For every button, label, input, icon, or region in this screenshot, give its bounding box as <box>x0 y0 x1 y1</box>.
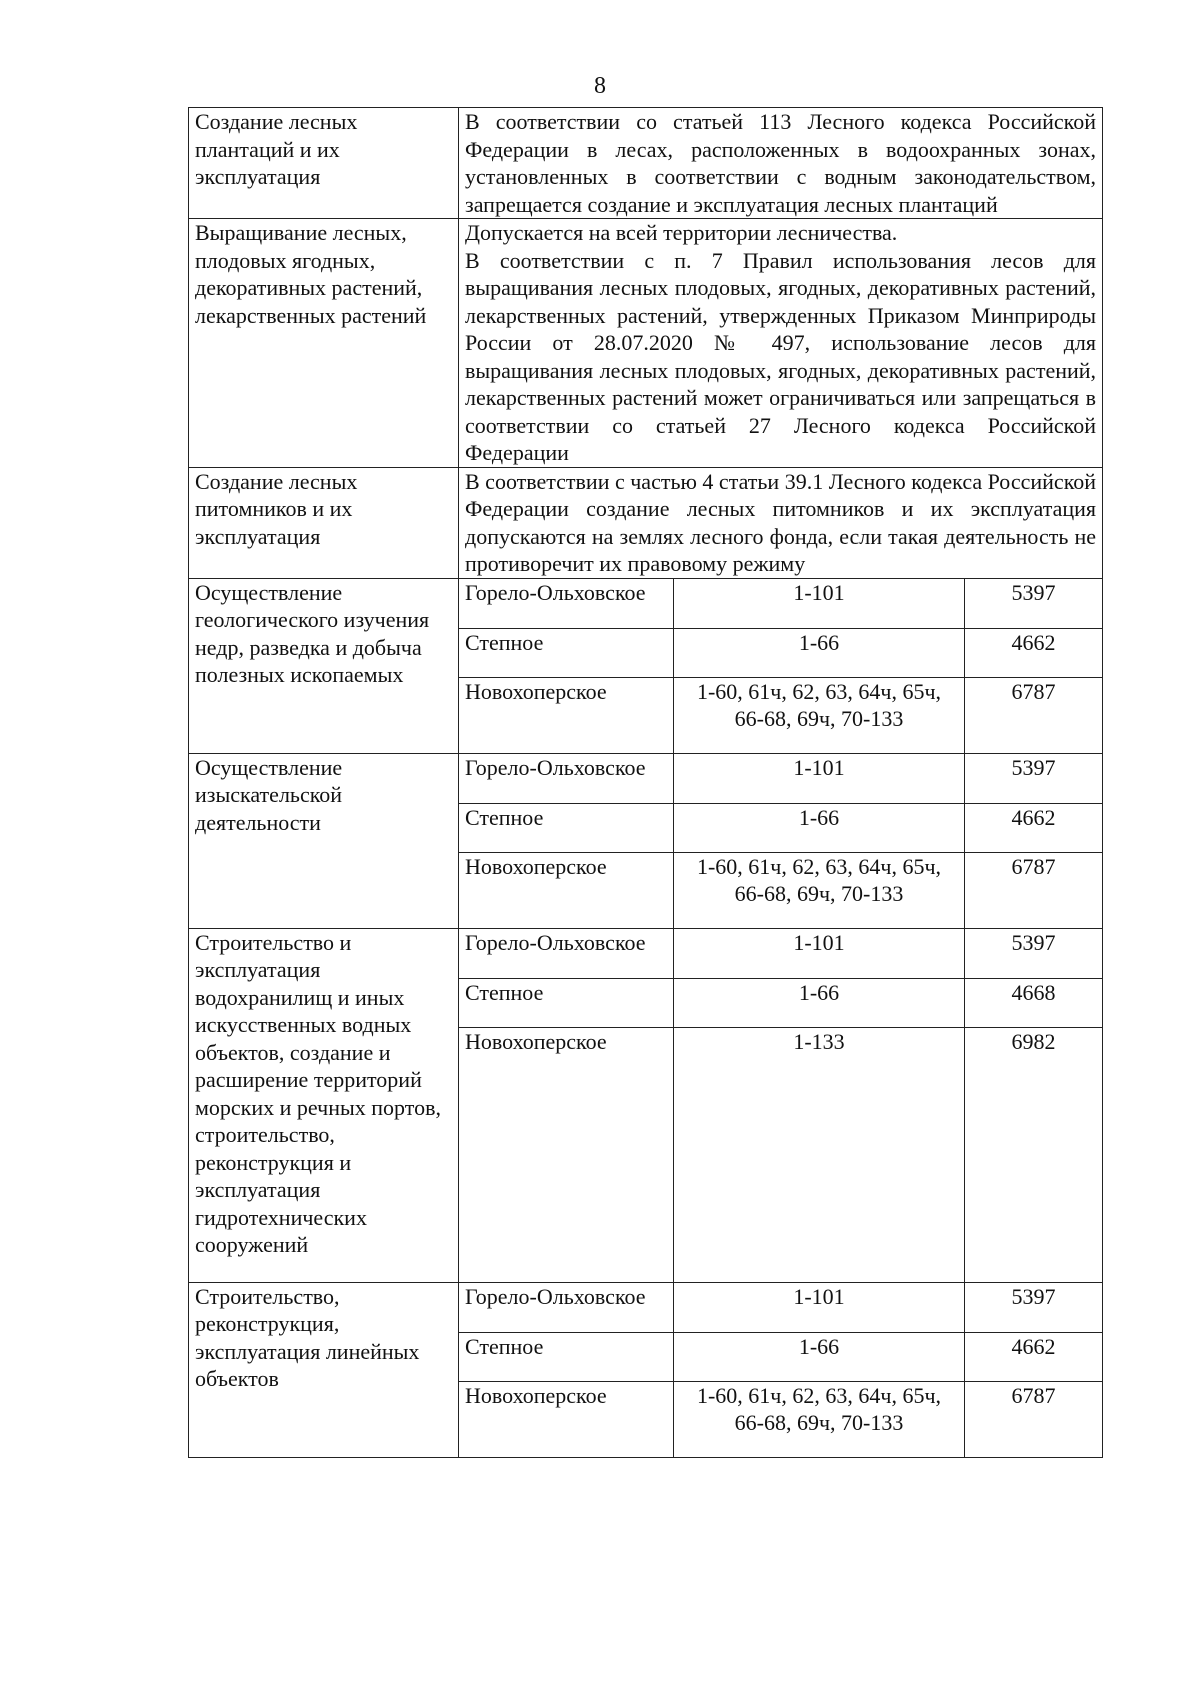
quarters-cell: 1-133 <box>674 1027 965 1282</box>
quarters-cell: 1-101 <box>674 753 965 803</box>
quarters-cell: 1-66 <box>674 803 965 852</box>
forestry-cell: Горело-Ольховское <box>459 753 674 803</box>
activity-cell: Осуществление изыскательской деятельности <box>189 753 459 928</box>
quarters-cell: 1-101 <box>674 928 965 978</box>
quarters-cell: 1-60, 61ч, 62, 63, 64ч, 65ч, 66-68, 69ч, 70-133 <box>674 852 965 928</box>
table-row <box>189 753 1103 803</box>
area-cell: 5397 <box>965 1282 1103 1332</box>
area-cell: 5397 <box>965 578 1103 628</box>
activity-cell: Создание лесных плантаций и их эксплуатация <box>189 108 459 219</box>
activity-cell: Осуществление геологического изучения недр, разведка и добыча полезных ископаемых <box>189 578 459 753</box>
forestry-cell: Горело-Ольховское <box>459 1282 674 1332</box>
area-cell: 6982 <box>965 1027 1103 1282</box>
activity-cell: Строительство и эксплуатация водохранилищ и иных искусственных водных объектов, создание и расширение территорий морских и речных портов, строительство, реконструкция и эксплуатация гидротехнических сооружений <box>189 928 459 1282</box>
activity-cell: Строительство, реконструкция, эксплуатация линейных объектов <box>189 1282 459 1457</box>
area-cell: 5397 <box>965 928 1103 978</box>
forestry-cell: Степное <box>459 978 674 1027</box>
quarters-cell: 1-66 <box>674 1332 965 1381</box>
table-row <box>189 578 1103 628</box>
table-row <box>189 1282 1103 1332</box>
area-cell: 4662 <box>965 1332 1103 1381</box>
forestry-cell: Горело-Ольховское <box>459 928 674 978</box>
activity-cell: Выращивание лесных, плодовых ягодных, декоративных растений, лекарственных растений <box>189 219 459 468</box>
forestry-cell: Новохоперское <box>459 852 674 928</box>
quarters-cell: 1-66 <box>674 978 965 1027</box>
area-cell: 4662 <box>965 803 1103 852</box>
description-cell: Допускается на всей территории лесничества. В соответствии с п. 7 Правил использования лесов для выращивания лесных плодовых, ягодных, декоративных растений, лекарственных растений, утвержденных Приказом Минприроды России от 28.07.2020 № 497, использование лесов для выращивания лесных плодовых, ягодных, декоративных растений, лекарственных растений может ограничиваться или запрещаться в соответствии со статьей 27 Лесного кодекса Российской Федерации <box>459 219 1103 468</box>
page-number: 8 <box>594 73 606 99</box>
forestry-cell: Степное <box>459 1332 674 1381</box>
quarters-cell: 1-60, 61ч, 62, 63, 64ч, 65ч, 66-68, 69ч, 70-133 <box>674 677 965 753</box>
quarters-cell: 1-66 <box>674 628 965 677</box>
table-row <box>189 219 1103 468</box>
forestry-cell: Новохоперское <box>459 1381 674 1457</box>
table-row <box>189 467 1103 578</box>
quarters-cell: 1-101 <box>674 578 965 628</box>
area-cell: 6787 <box>965 1381 1103 1457</box>
quarters-cell: 1-101 <box>674 1282 965 1332</box>
quarters-cell: 1-60, 61ч, 62, 63, 64ч, 65ч, 66-68, 69ч, 70-133 <box>674 1381 965 1457</box>
description-cell: В соответствии со статьей 113 Лесного кодекса Российской Федерации в лесах, расположенных в водоохранных зонах, установленных в соответствии с водным законодательством, запрещается создание и эксплуатация лесных плантаций <box>459 108 1103 219</box>
area-cell: 6787 <box>965 677 1103 753</box>
forest-use-table <box>188 107 1103 1458</box>
forestry-cell: Новохоперское <box>459 1027 674 1282</box>
activity-cell: Создание лесных питомников и их эксплуатация <box>189 467 459 578</box>
description-cell: В соответствии с частью 4 статьи 39.1 Лесного кодекса Российской Федерации создание лесных питомников и их эксплуатация допускаются на землях лесного фонда, если такая деятельность не противоречит их правовому режиму <box>459 467 1103 578</box>
area-cell: 5397 <box>965 753 1103 803</box>
forestry-cell: Степное <box>459 628 674 677</box>
forestry-cell: Горело-Ольховское <box>459 578 674 628</box>
area-cell: 6787 <box>965 852 1103 928</box>
area-cell: 4668 <box>965 978 1103 1027</box>
area-cell: 4662 <box>965 628 1103 677</box>
table-row <box>189 928 1103 978</box>
forestry-cell: Новохоперское <box>459 677 674 753</box>
table-row <box>189 108 1103 219</box>
forestry-cell: Степное <box>459 803 674 852</box>
